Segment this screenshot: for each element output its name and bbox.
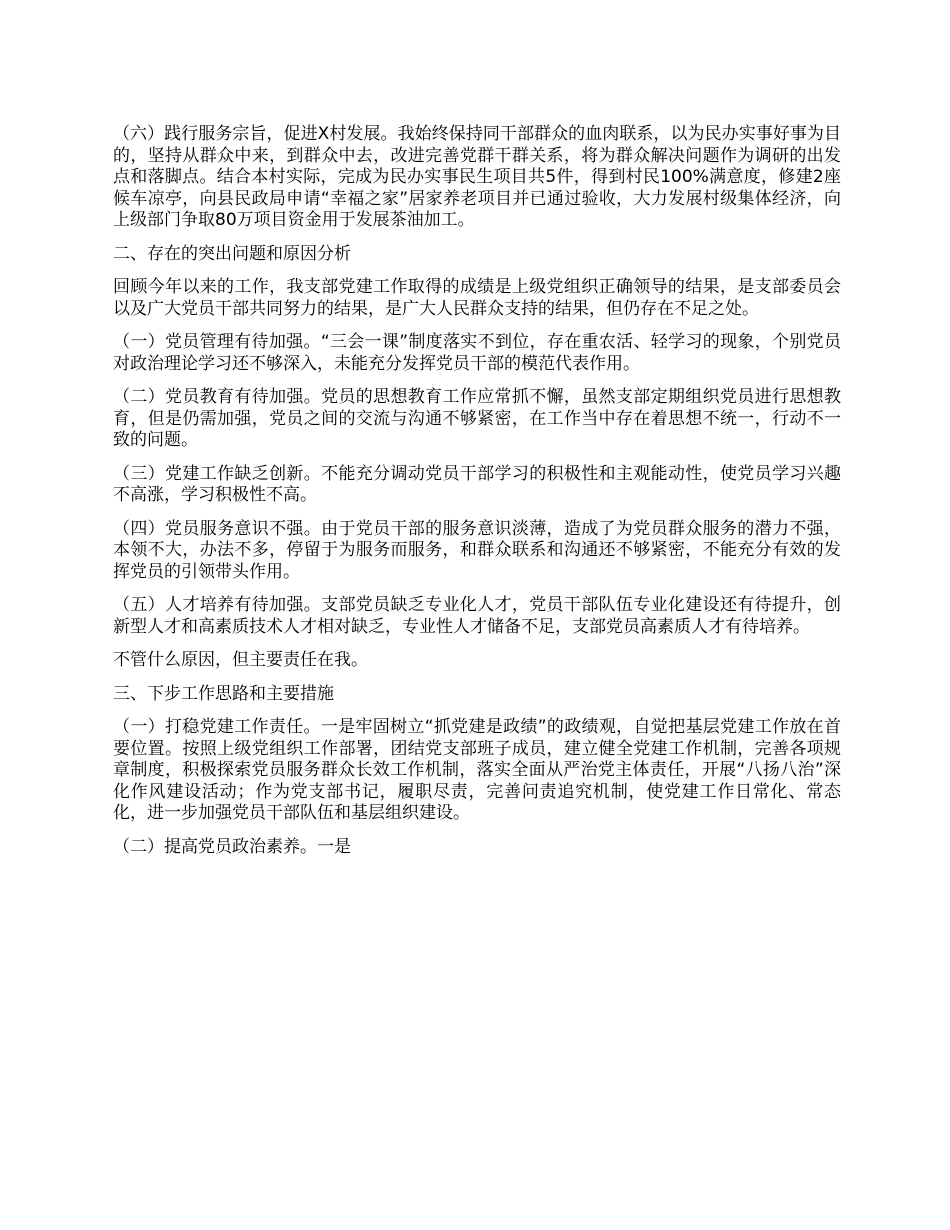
paragraph-section-6: （六）践行服务宗旨，促进X村发展。我始终保持同干部群众的血肉联系，以为民办实事好事为目的，坚持从群众中来，到群众中去，改进完善党群干群关系，将为群众解决问题作为调研的出发点和落脚点。结合本村实际，完成为民办实事民生项目共5件，得到村民100%满意度，修建2座候车凉亭，向县民政局申请“幸福之家”居家养老项目并已通过验收，大力发展村级集体经济，向上级部门争取80万项目资金用于发展茶油加工。 [113, 124, 841, 230]
paragraph-problem-3: （三）党建工作缺乏创新。不能充分调动党员干部学习的积极性和主观能动性，使党员学习兴趣不高涨，学习积极性不高。 [113, 463, 841, 505]
paragraph-responsibility: 不管什么原因，但主要责任在我。 [113, 650, 368, 670]
document-body [113, 124, 841, 870]
paragraph-problem-5: （五）人才培养有待加强。支部党员缺乏专业化人才，党员干部队伍专业化建设还有待提升，创新型人才和高素质技术人才相对缺乏，专业性人才储备不足，支部党员高素质人才有待培养。 [113, 595, 841, 637]
heading-next-steps: 三、下步工作思路和主要措施 [113, 683, 334, 704]
heading-problems-analysis: 二、存在的突出问题和原因分析 [113, 243, 351, 264]
paragraph-measure-2: （二）提高党员政治素养。一是 [113, 836, 351, 857]
paragraph-problem-1: （一）党员管理有待加强。“三会一课”制度落实不到位，存在重农活、轻学习的现象，个别党员对政治理论学习还不够深入，未能充分发挥党员干部的模范代表作用。 [113, 332, 841, 374]
paragraph-measure-1: （一）打稳党建工作责任。一是牢固树立“抓党建是政绩”的政绩观，自觉把基层党建工作放在首要位置。按照上级党组织工作部署，团结党支部班子成员，建立健全党建工作机制，完善各项规章制度，积极探索党员服务群众长效工作机制，落实全面从严治党主体责任，开展“八扬八治”深化作风建设活动；作为党支部书记，履职尽责，完善问责追究机制，使党建工作日常化、常态化，进一步加强党员干部队伍和基层组织建设。 [113, 717, 841, 823]
paragraph-problem-2: （二）党员教育有待加强。党员的思想教育工作应常抓不懈，虽然支部定期组织党员进行思想教育，但是仍需加强，党员之间的交流与沟通不够紧密，在工作当中存在着思想不统一，行动不一致的问题。 [113, 387, 841, 450]
paragraph-review: 回顾今年以来的工作，我支部党建工作取得的成绩是上级党组织正确领导的结果，是支部委员会以及广大党员干部共同努力的结果，是广大人民群众支持的结果，但仍存在不足之处。 [113, 277, 841, 319]
paragraph-problem-4: （四）党员服务意识不强。由于党员干部的服务意识淡薄，造成了为党员群众服务的潜力不强，本领不大，办法不多，停留于为服务而服务，和群众联系和沟通还不够紧密，不能充分有效的发挥党员的引领带头作用。 [113, 518, 841, 582]
